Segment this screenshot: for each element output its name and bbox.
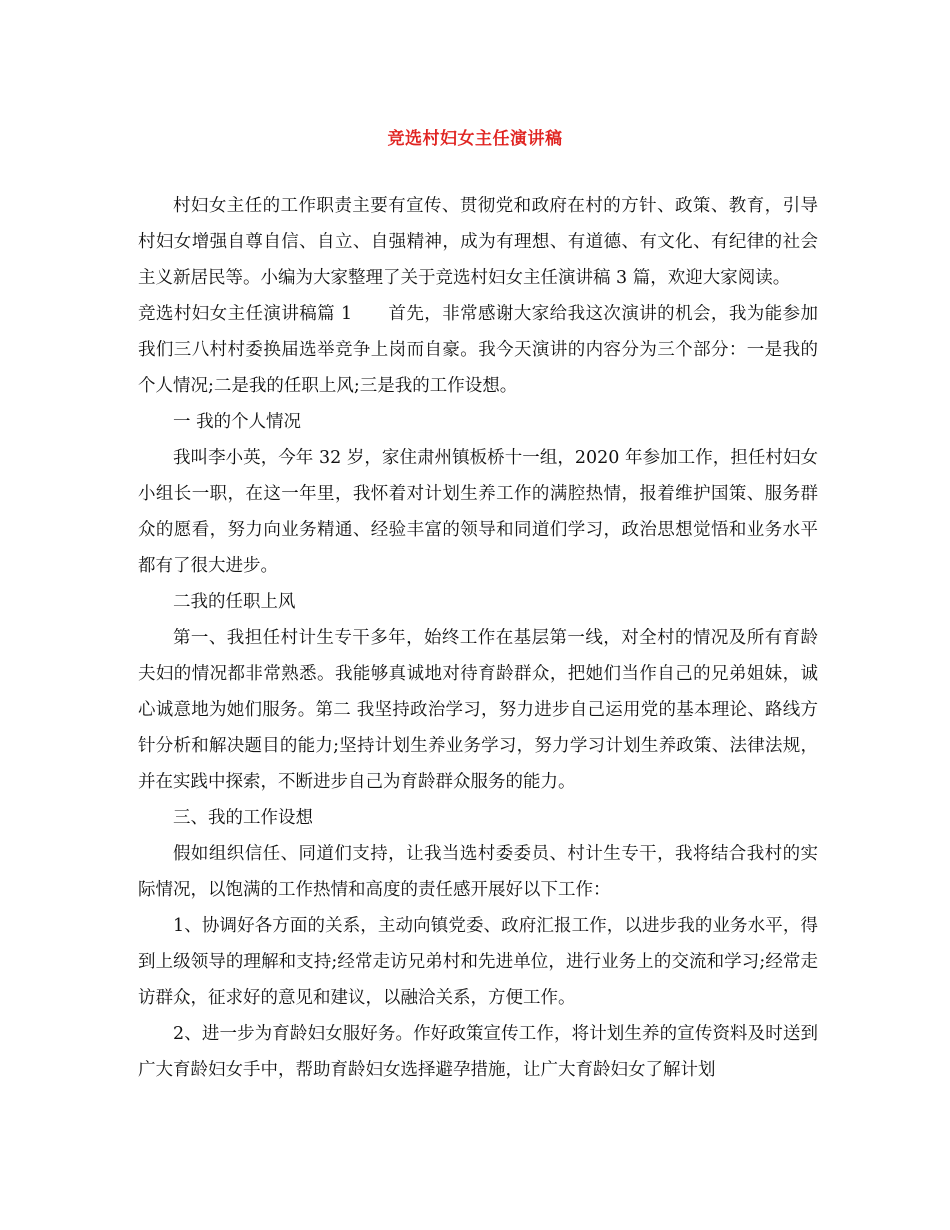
paragraph: 二我的任职上风: [173, 592, 296, 612]
paragraph: 我叫李小英，今年 32 岁，家住肃州镇板桥十一组，2020 年参加工作，担任村妇女小组长一职，在这一年里，我怀着对计划生养工作的满腔热情，报着维护国策、服务群众的愿看，努力向业务精通、经验丰富的领导和同道们学习，政治思想觉悟和业务水平都有了很大进步。: [138, 448, 818, 576]
paragraph: 村妇女主任的工作职责主要有宣传、贯彻党和政府在村的方针、政策、教育，引导村妇女增强自尊自信、自立、自强精神，成为有理想、有道德、有文化、有纪律的社会主义新居民等。小编为大家整理了关于竞选村妇女主任演讲稿 3 篇，欢迎大家阅读。: [138, 196, 818, 288]
paragraph: 第一、我担任村计生专干多年，始终工作在基层第一线，对全村的情况及所有育龄夫妇的情况都非常熟悉。我能够真诚地对待育龄群众，把她们当作自己的兄弟姐妹，诚心诚意地为她们服务。第二 我坚持政治学习，努力进步自己运用党的基本理论、路线方针分析和解决题目的能力;坚持计划生养业务学习，努力学习计划生养政策、法律法规，并在实践中探索，不断进步自己为育龄群众服务的能力。: [138, 628, 818, 792]
paragraph: 竞选村妇女主任演讲稿篇 1 首先，非常感谢大家给我这次演讲的机会，我为能参加我们三八村村委换届选举竞争上岗而自豪。我今天演讲的内容分为三个部分：一是我的个人情况;二是我的任职上风;三是我的工作设想。: [138, 304, 818, 396]
paragraph: 一 我的个人情况: [173, 412, 302, 432]
document-body: [138, 188, 818, 1088]
paragraph: 2、进一步为育龄妇女服好务。作好政策宣传工作，将计划生养的宣传资料及时送到广大育龄妇女手中，帮助育龄妇女选择避孕措施，让广大育龄妇女了解计划: [138, 1024, 818, 1080]
paragraph: 1、协调好各方面的关系，主动向镇党委、政府汇报工作，以进步我的业务水平，得到上级领导的理解和支持;经常走访兄弟村和先进单位，进行业务上的交流和学习;经常走访群众，征求好的意见和建议，以融洽关系，方便工作。: [138, 916, 818, 1008]
document-title: 竞选村妇女主任演讲稿: [387, 129, 563, 149]
paragraph: 三、我的工作设想: [173, 808, 313, 828]
paragraph: 假如组织信任、同道们支持，让我当选村委委员、村计生专干，我将结合我村的实际情况，以饱满的工作热情和高度的责任感开展好以下工作：: [138, 844, 818, 900]
